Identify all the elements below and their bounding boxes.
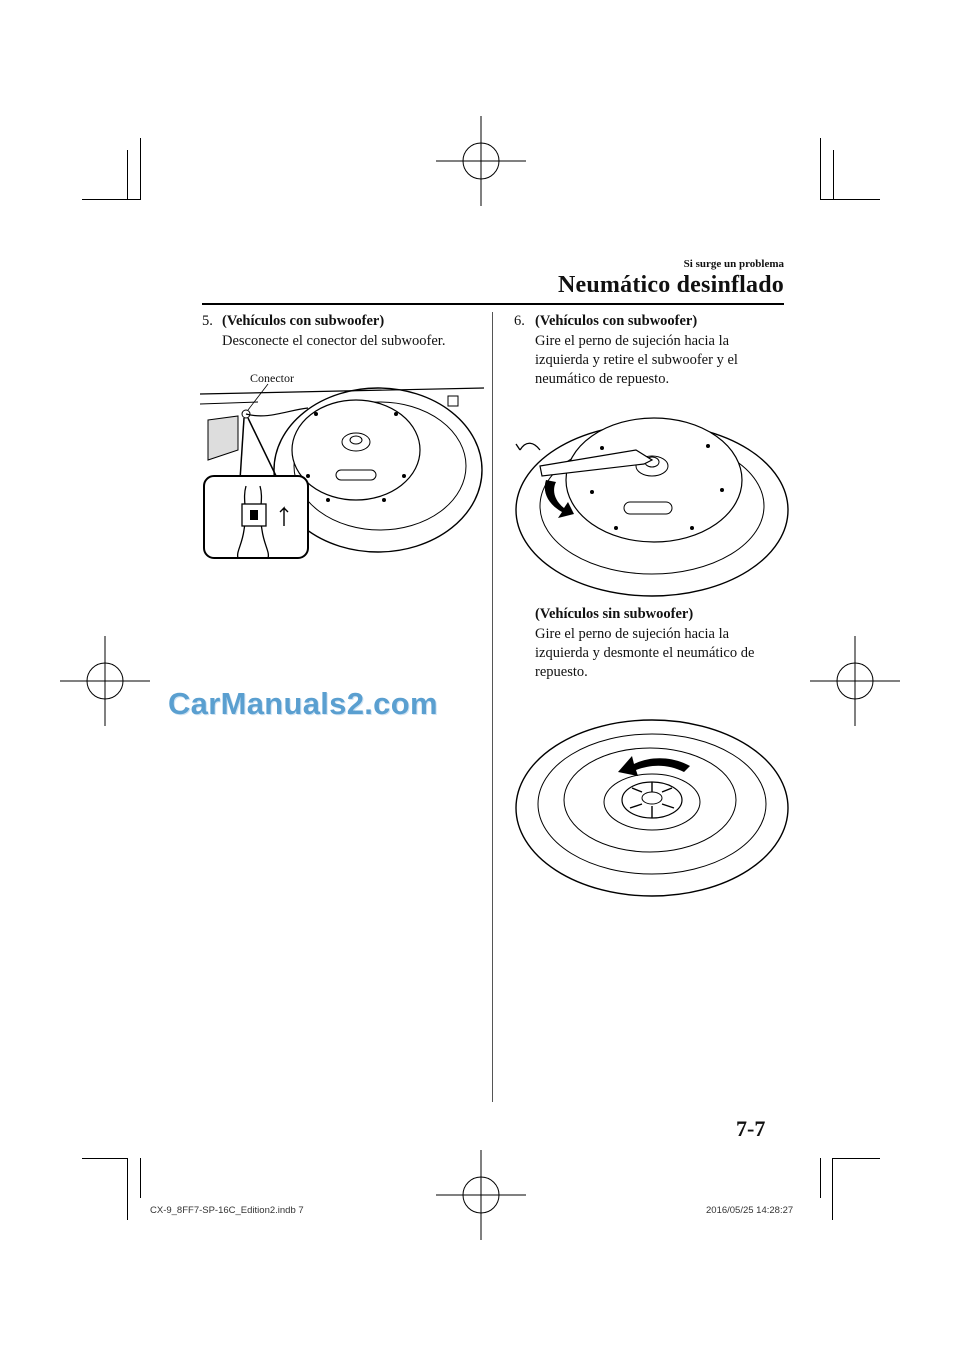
step-6-heading: (Vehículos con subwoofer) [535,313,698,329]
footer-timestamp: 2016/05/25 14:28:27 [706,1205,794,1216]
column-divider [492,312,493,1102]
spare-tire-bolt-removal-illustration [512,708,792,902]
step-6-alt-text-line-3: repuesto. [535,664,588,680]
step-5-number: 5. [202,313,213,329]
watermark-logo: CarManuals2.com [168,686,438,721]
registration-target-left-icon [60,636,150,726]
connector-callout: Conector [250,371,294,385]
step-5-text: Desconecte el conector del subwoofer. [222,333,446,349]
step-6-text-line-1: Gire el perno de sujeción hacia la [535,333,730,349]
step-6-text-line-2: izquierda y retire el subwoofer y el [535,352,738,368]
registration-target-right-icon [810,636,900,726]
page-title: Neumático desinflado [558,272,784,298]
subwoofer-bolt-removal-illustration [512,410,792,600]
footer-file: CX-9_8FF7-SP-16C_Edition2.indb 7 [150,1205,304,1216]
registration-target-bottom-icon [436,1150,526,1240]
step-6-alt-text-line-1: Gire el perno de sujeción hacia la [535,626,730,642]
step-6-text-line-3: neumático de repuesto. [535,371,670,387]
registration-target-top-icon [436,116,526,206]
step-5-heading: (Vehículos con subwoofer) [222,313,385,329]
step-6-number: 6. [514,313,525,329]
step-6-alt-text-line-2: izquierda y desmonte el neumático de [535,645,755,661]
section-label: Si surge un problema [683,258,784,270]
page-number: 7-7 [736,1116,766,1141]
step-6-alt-heading: (Vehículos sin subwoofer) [535,606,694,622]
subwoofer-connector-illustration [198,380,488,570]
header-rule [202,303,784,305]
